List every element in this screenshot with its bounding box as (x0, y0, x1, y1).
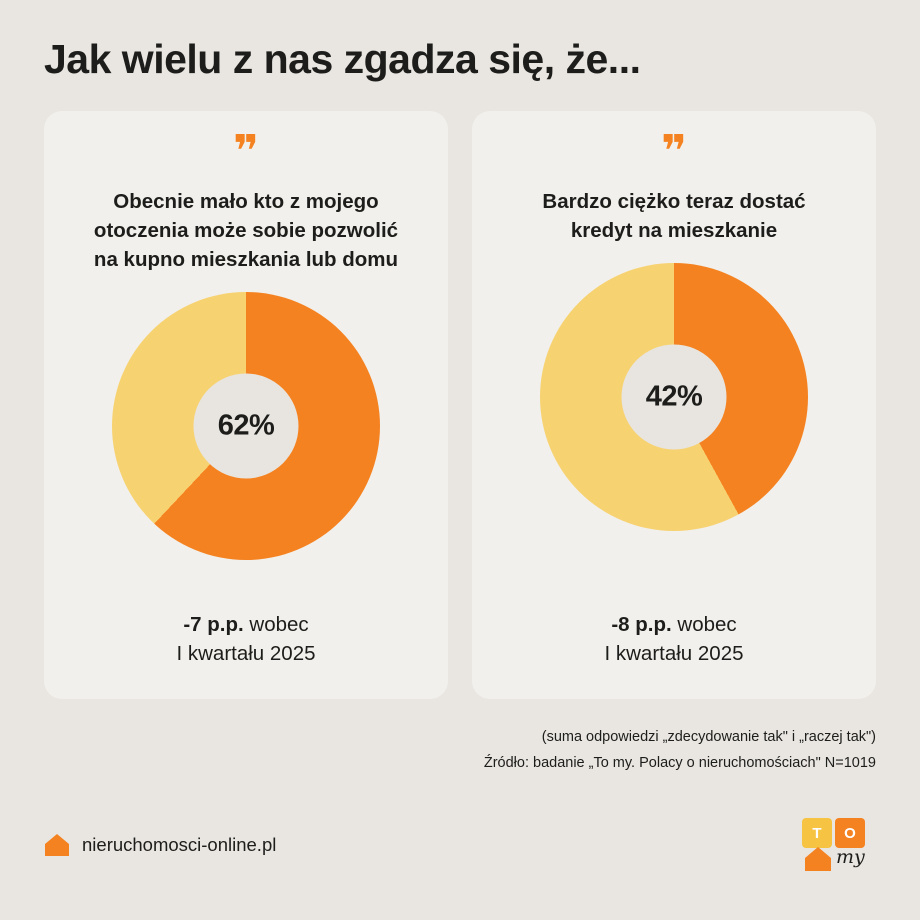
stat-card-footer (176, 610, 315, 669)
logo-letter-t: T (802, 818, 832, 848)
delta-suffix: wobec (243, 612, 309, 636)
donut-ring (112, 292, 380, 560)
delta-value: -8 p.p. (611, 612, 672, 636)
logo-house-icon (804, 846, 832, 872)
stat-cards-row (44, 111, 876, 699)
compare-period: I kwartału 2025 (604, 642, 744, 666)
stat-card-1 (44, 111, 448, 699)
chart-notes (44, 725, 876, 776)
note-line-2: Źródło: badanie „To my. Polacy o nieruchomościach" N=1019 (483, 754, 876, 771)
donut-chart-1 (112, 292, 380, 560)
donut-ring (540, 263, 808, 531)
quote-icon: ❞ (233, 126, 259, 178)
compare-period: I kwartału 2025 (176, 642, 316, 666)
donut-value-label: 62% (217, 409, 275, 442)
stat-card-title: Bardzo ciężko teraz dostać kredyt na mieszkanie (542, 190, 806, 243)
tomy-logo (802, 818, 876, 872)
donut-value-label: 42% (645, 380, 703, 413)
logo-text-my: my (836, 846, 865, 868)
page-title: Jak wielu z nas zgadza się, że... (44, 36, 641, 82)
brand-name: nieruchomosci-online.pl (82, 834, 277, 855)
stat-card-title: Obecnie mało kto z mojego otoczenia może sobie pozwolić na kupno mieszkania lub domu (93, 190, 399, 272)
house-icon (44, 833, 70, 857)
donut-center (194, 374, 299, 479)
page-footer (44, 818, 876, 872)
quote-icon: ❞ (661, 126, 687, 178)
delta-suffix: wobec (671, 612, 737, 636)
logo-letter-o: O (835, 818, 865, 848)
note-line-1: (suma odpowiedzi „zdecydowanie tak" i „raczej tak") (541, 729, 876, 746)
stat-card-2 (472, 111, 876, 699)
stat-card-footer (604, 610, 743, 669)
donut-center (622, 345, 727, 450)
donut-chart-2 (540, 263, 808, 531)
brand-block (44, 833, 276, 857)
delta-value: -7 p.p. (183, 612, 244, 636)
